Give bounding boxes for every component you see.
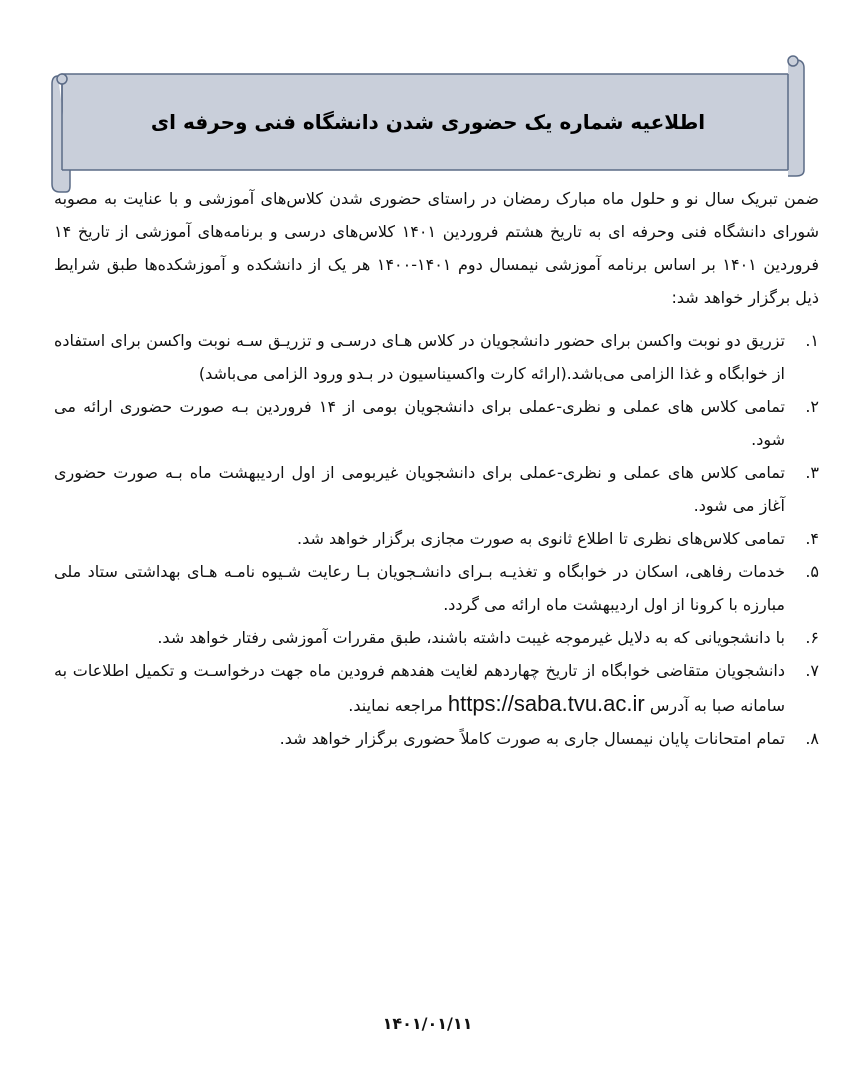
announcement-body [54,182,819,755]
list-item [54,522,819,555]
item-text: تمامی کلاس‌های نظری تا اطلاع ثانوی به صورت مجازی برگزار خواهد شد. [297,529,785,548]
item-text-before-url: دانشجویان متقاضی خوابگاه از تاریخ چهاردهم لغایت هفدهم فرودین ماه جهت درخواسـت و تکمیل اطلاعات به سامانه صبا به آدرس [54,661,785,715]
list-item [54,456,819,522]
list-item [54,390,819,456]
item-text: تمامی کلاس های عملی و نظری-عملی برای دانشجویان بومی از ۱۴ فروردین بـه صورت حضوری ارائه می شود. [54,397,785,449]
list-item [54,324,819,390]
list-item [54,621,819,654]
announcement-date: ۱۴۰۱/۰۱/۱۱ [382,1014,473,1033]
item-text: تمام امتحانات پایان نیمسال جاری به صورت کاملاً حضوری برگزار خواهد شد. [279,729,785,748]
item-number: ۲. [805,397,819,416]
announcement-title: اطلاعیه شماره یک حضوری شدن دانشگاه فنی وحرفه ای [150,110,706,134]
item-text-after-url: مراجعه نمایند. [348,696,443,715]
item-number: ۳. [805,463,819,482]
saba-url-link[interactable]: https://saba.tvu.ac.ir [447,691,645,716]
item-number: ۵. [805,562,819,581]
item-number: ۶. [805,628,819,647]
item-text: تمامی کلاس های عملی و نظری-عملی برای دانشجویان غیربومی از اول اردیبهشت ماه بـه صورت حضوری آغاز می شود. [54,463,785,515]
intro-paragraph: ضمن تبریک سال نو و حلول ماه مبارک رمضان در راستای حضوری شدن کلاس‌های آموزشی و با عنایت به مصوبه شورای دانشگاه فنی وحرفه ای به تاریخ هشتم فروردین ۱۴۰۱ کلاس‌های درسی و برنامه‌های آموزشی از تاریخ ۱۴ فروردین ۱۴۰۱ بر اساس برنامه آموزشی نیمسال دوم ۱۴۰۱-۱۴۰۰ هر یک از دانشکده و آموزشکده‌ها طبق شرایط ذیل برگزار خواهد شد: [54,189,820,307]
item-text [54,661,785,715]
item-number: ۴. [805,529,819,548]
item-number: ۷. [805,661,819,680]
item-text: خدمات رفاهی، اسکان در خوابگاه و تغذیـه بـرای دانشـجویان بـا رعایت شـیوه نامـه هـای بهداشتی ستاد ملی مبارزه با کرونا از اول اردیبهشت ماه ارائه می گردد. [54,562,785,614]
announcement-banner [48,46,808,196]
item-text: با دانشجویانی که به دلایل غیرموجه غیبت داشته باشند، طبق مقررات آموزشی رفتار خواهد شد. [157,628,785,647]
list-item [54,555,819,621]
item-number: ۸. [805,729,819,748]
item-text: تزریق دو نوبت واکسن برای حضور دانشجویان در کلاس هـای درسـی و تزریـق سـه نوبت واکسن برای استفاده از خوابگاه و غذا الزامی می‌باشد.(ارائه کارت واکسیناسیون در بـدو ورود الزامی می‌باشد) [54,331,785,383]
item-number: ۱. [805,331,819,350]
list-item [54,654,819,722]
list-item [54,722,819,755]
conditions-list [54,324,819,755]
